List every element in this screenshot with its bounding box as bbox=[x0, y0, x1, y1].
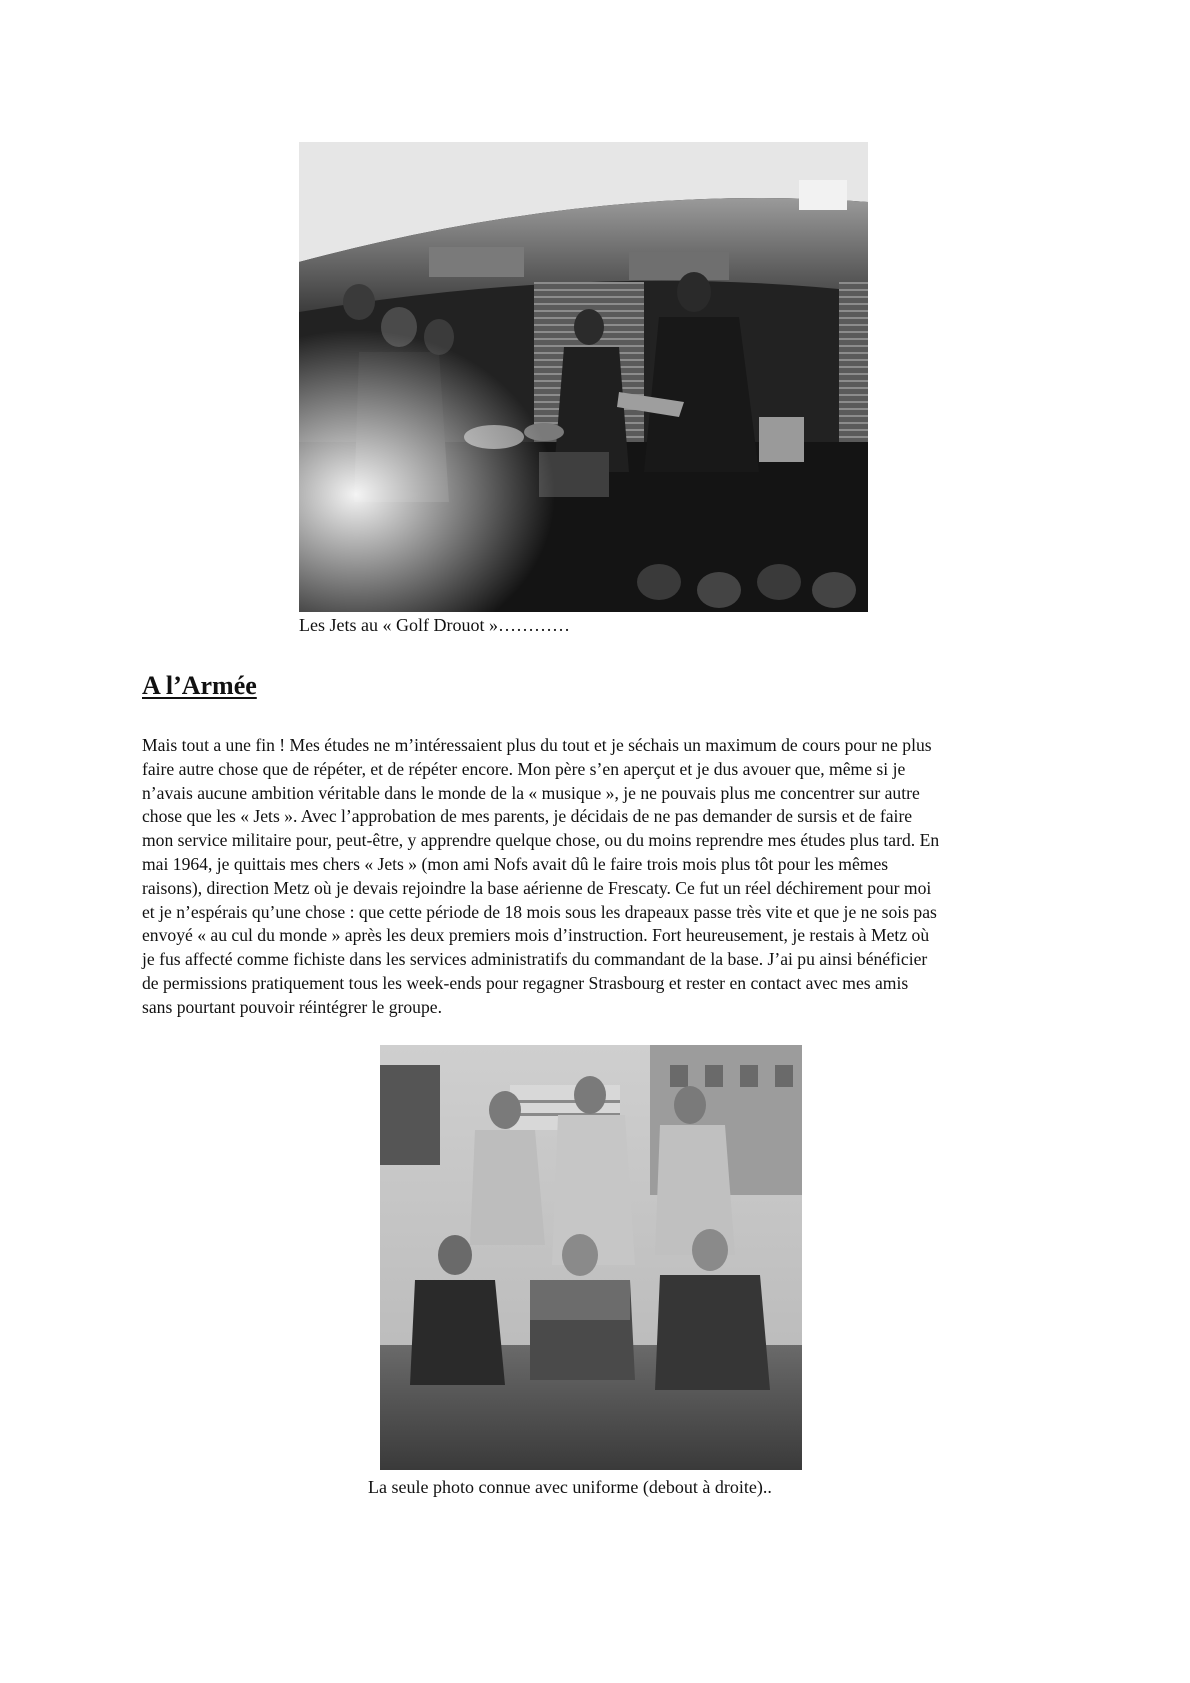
army-photo-caption: La seule photo connue avec uniforme (debout à droite).. bbox=[368, 1477, 772, 1497]
band-concert-photo-image bbox=[299, 142, 868, 612]
paragraph-line: Mais tout a une fin ! Mes études ne m’intéressaient plus du tout et je séchais un maximum de cours pour ne plus bbox=[142, 735, 932, 755]
paragraph-line: envoyé « au cul du monde » après les deux premiers mois d’instruction. Fort heureusement, je restais à Metz où bbox=[142, 925, 930, 946]
paragraph-line: chose que les « Jets ». Avec l’approbation de mes parents, je décidais de ne pas demander de sursis et de faire bbox=[142, 806, 913, 827]
paragraph-line: je fus affecté comme fichiste dans les services administratifs du commandant de la base. J’ai pu ainsi bénéficier bbox=[142, 949, 928, 970]
paragraph-line: et je n’espérais qu’une chose : que cette période de 18 mois sous les drapeaux passe très vite et que je ne sois pas bbox=[142, 901, 937, 922]
paragraph-line: sans pourtant pouvoir réintégrer le groupe. bbox=[142, 996, 442, 1017]
army-group-photo bbox=[380, 1045, 802, 1470]
section-title: A l’Armée bbox=[142, 671, 257, 700]
band-photo-caption: Les Jets au « Golf Drouot »………… bbox=[299, 615, 570, 635]
body-paragraph bbox=[142, 734, 1062, 1020]
paragraph-line: mon service militaire pour, peut-être, y apprendre quelque chose, ou du moins reprendre mes études plus tard. En bbox=[142, 830, 940, 851]
paragraph-line: mai 1964, je quittais mes chers « Jets » (mon ami Nofs avait dû le faire trois mois plus tôt pour les mêmes bbox=[142, 853, 889, 874]
paragraph-line: de permissions pratiquement tous les week-ends pour regagner Strasbourg et rester en contact avec mes amis bbox=[142, 972, 909, 993]
band-concert-photo bbox=[299, 142, 868, 612]
army-group-photo-image bbox=[380, 1045, 802, 1470]
paragraph-line: raisons), direction Metz où je devais rejoindre la base aérienne de Frescaty. Ce fut un réel déchirement pour moi bbox=[142, 877, 932, 898]
paragraph-line: faire autre chose que de répéter, et de répéter encore. Mon père s’en aperçut et je dus avouer que, même si je bbox=[142, 758, 906, 779]
paragraph-line: n’avais aucune ambition véritable dans le monde de la « musique », je ne pouvais plus me concentrer sur autre bbox=[142, 782, 920, 803]
